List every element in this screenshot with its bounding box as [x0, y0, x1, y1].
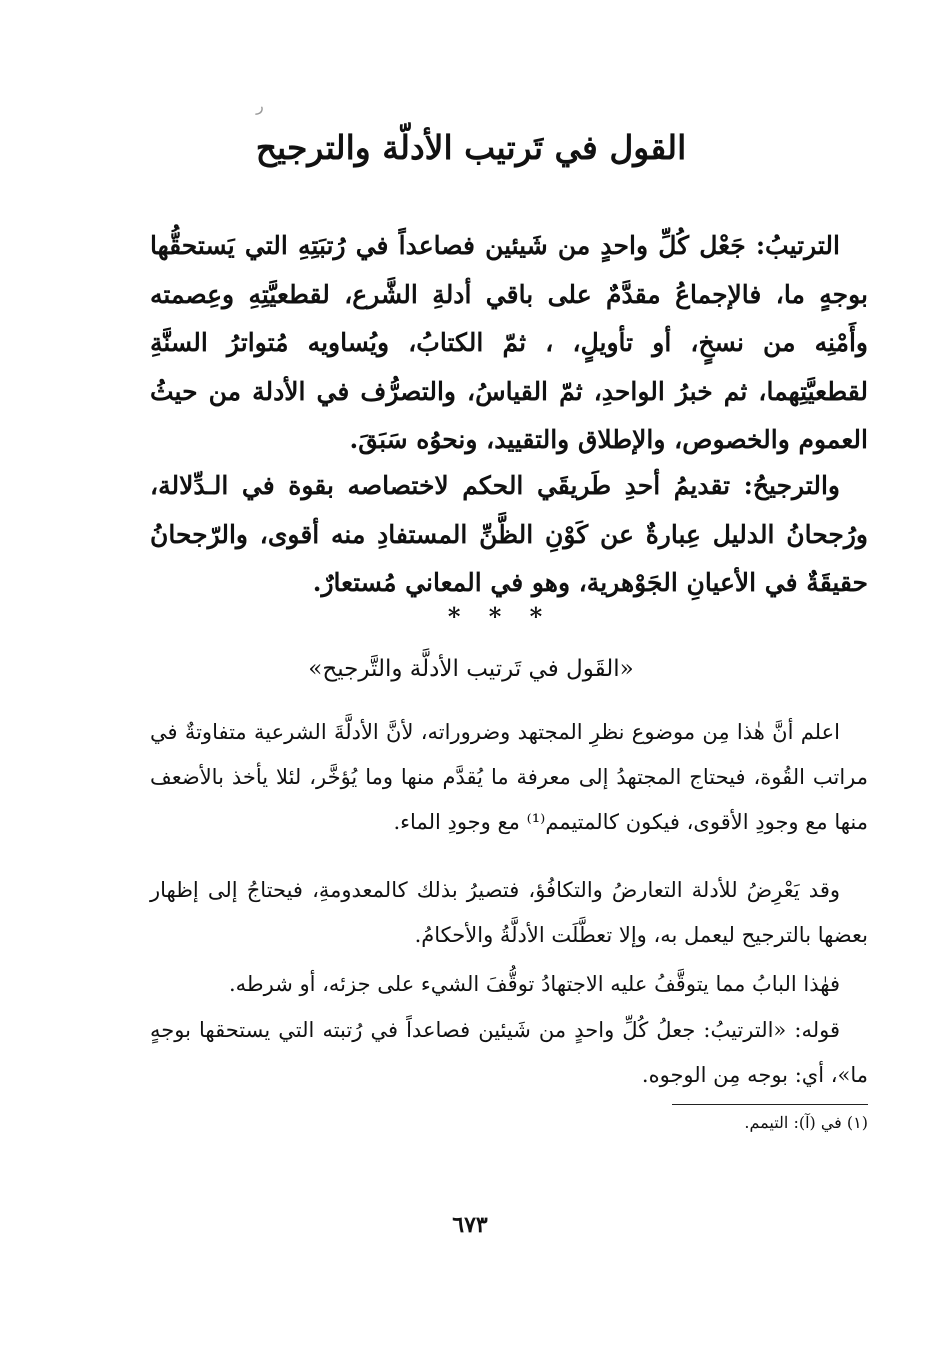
commentary-paragraph: فهٰذا البابُ مما يتوقَّفُ عليه الاجتهادُ توقُّفَ الشيء على جزئه، أو شرطه.	[228, 972, 840, 996]
chapter-title: القول في تَرتيب الأدلّة والترجيح	[255, 128, 687, 167]
commentary-paragraph: وقد يَعْرِضُ للأدلة التعارضُ والتكافُؤ، فتصيرُ بذلك كالمعدومةِ، فيحتاجُ إلى إظهار بعضها بالترجيح ليعمل به، وإلا تعطَّلَت الأدلَّةُ والأحكامُ.	[150, 878, 868, 947]
main-paragraph-ordering: الترتيبُ: جَعْل كُلِّ واحدٍ من شَيئين فصاعداً في رُتبَتِهِ التي يَستحقُّها بوجهٍ ما، فالإجماعُ مقدَّمٌ على باقي أدلةِ الشَّرع، لقطعيَّتِهِ وعِصمته وأَمْنِه من نسخٍ، أو تأويلٍ، ، ثمّ الكتابُ، ويُساويه مُتواترُ السنَّةِ لقطعيَّتِهما، ثم خبرُ الواحدِ، ثمّ القياسُ، والتصرُّف في الأدلة من حيثُ العموم والخصوص، والإطلاق والتقييد، ونحوُه سَبَقَ.	[150, 231, 868, 454]
section-separator: * * *	[447, 602, 553, 631]
commentary-paragraph: قوله: «الترتيبُ: جعلُ كُلِّ واحدٍ من شَيئين فصاعداً في رُتبته التي يستحقها بوجهٍ ما»، أي: بوجه مِن الوجوه.	[150, 1018, 868, 1087]
footnote: (١) في (آ): التيمم.	[744, 1113, 868, 1132]
stray-mark: ﺭ	[256, 96, 264, 115]
commentary-block-2	[150, 868, 868, 958]
commentary-paragraph: اعلم أنَّ هٰذا مِن موضوع نظرِ المجتهد وضروراته، لأنَّ الأدلَّةَ الشرعية متفاوتةٌ في مراتب القُوة، فيحتاج المجتهدُ إلى معرفة ما يُقدَّم منها وما يُؤخَّر، لئلا يأخذ بالأضعف منها مع وجودِ الأقوى، فيكون كالمتيمم⁽¹⁾ مع وجودِ الماء.	[150, 720, 868, 834]
commentary-block-4	[150, 1008, 868, 1098]
page-number: ٦٧٣	[452, 1212, 488, 1238]
commentary-block-3	[150, 962, 868, 1007]
main-text-definition-of-ordering	[150, 222, 868, 465]
main-paragraph-preponderance: والترجيحُ: تقديمُ أحدِ طَريقَي الحكم لاختصاصه بقوة في الـدِّلالة، ورُجحانُ الدليل عِبارةٌ عن كَوْنِ الظَّنِّ المستفادِ منه أقوى، والرّجحانُ حقيقَةٌ في الأعيانِ الجَوْهرية، وهو في المعاني مُستعارٌ.	[150, 471, 868, 597]
commentary-heading: «القَول في تَرتيب الأدلَّة والتَّرجيح»	[308, 656, 634, 682]
main-text-definition-of-preponderance	[150, 462, 868, 608]
commentary-block-1	[150, 710, 868, 845]
footnote-divider	[672, 1104, 868, 1105]
